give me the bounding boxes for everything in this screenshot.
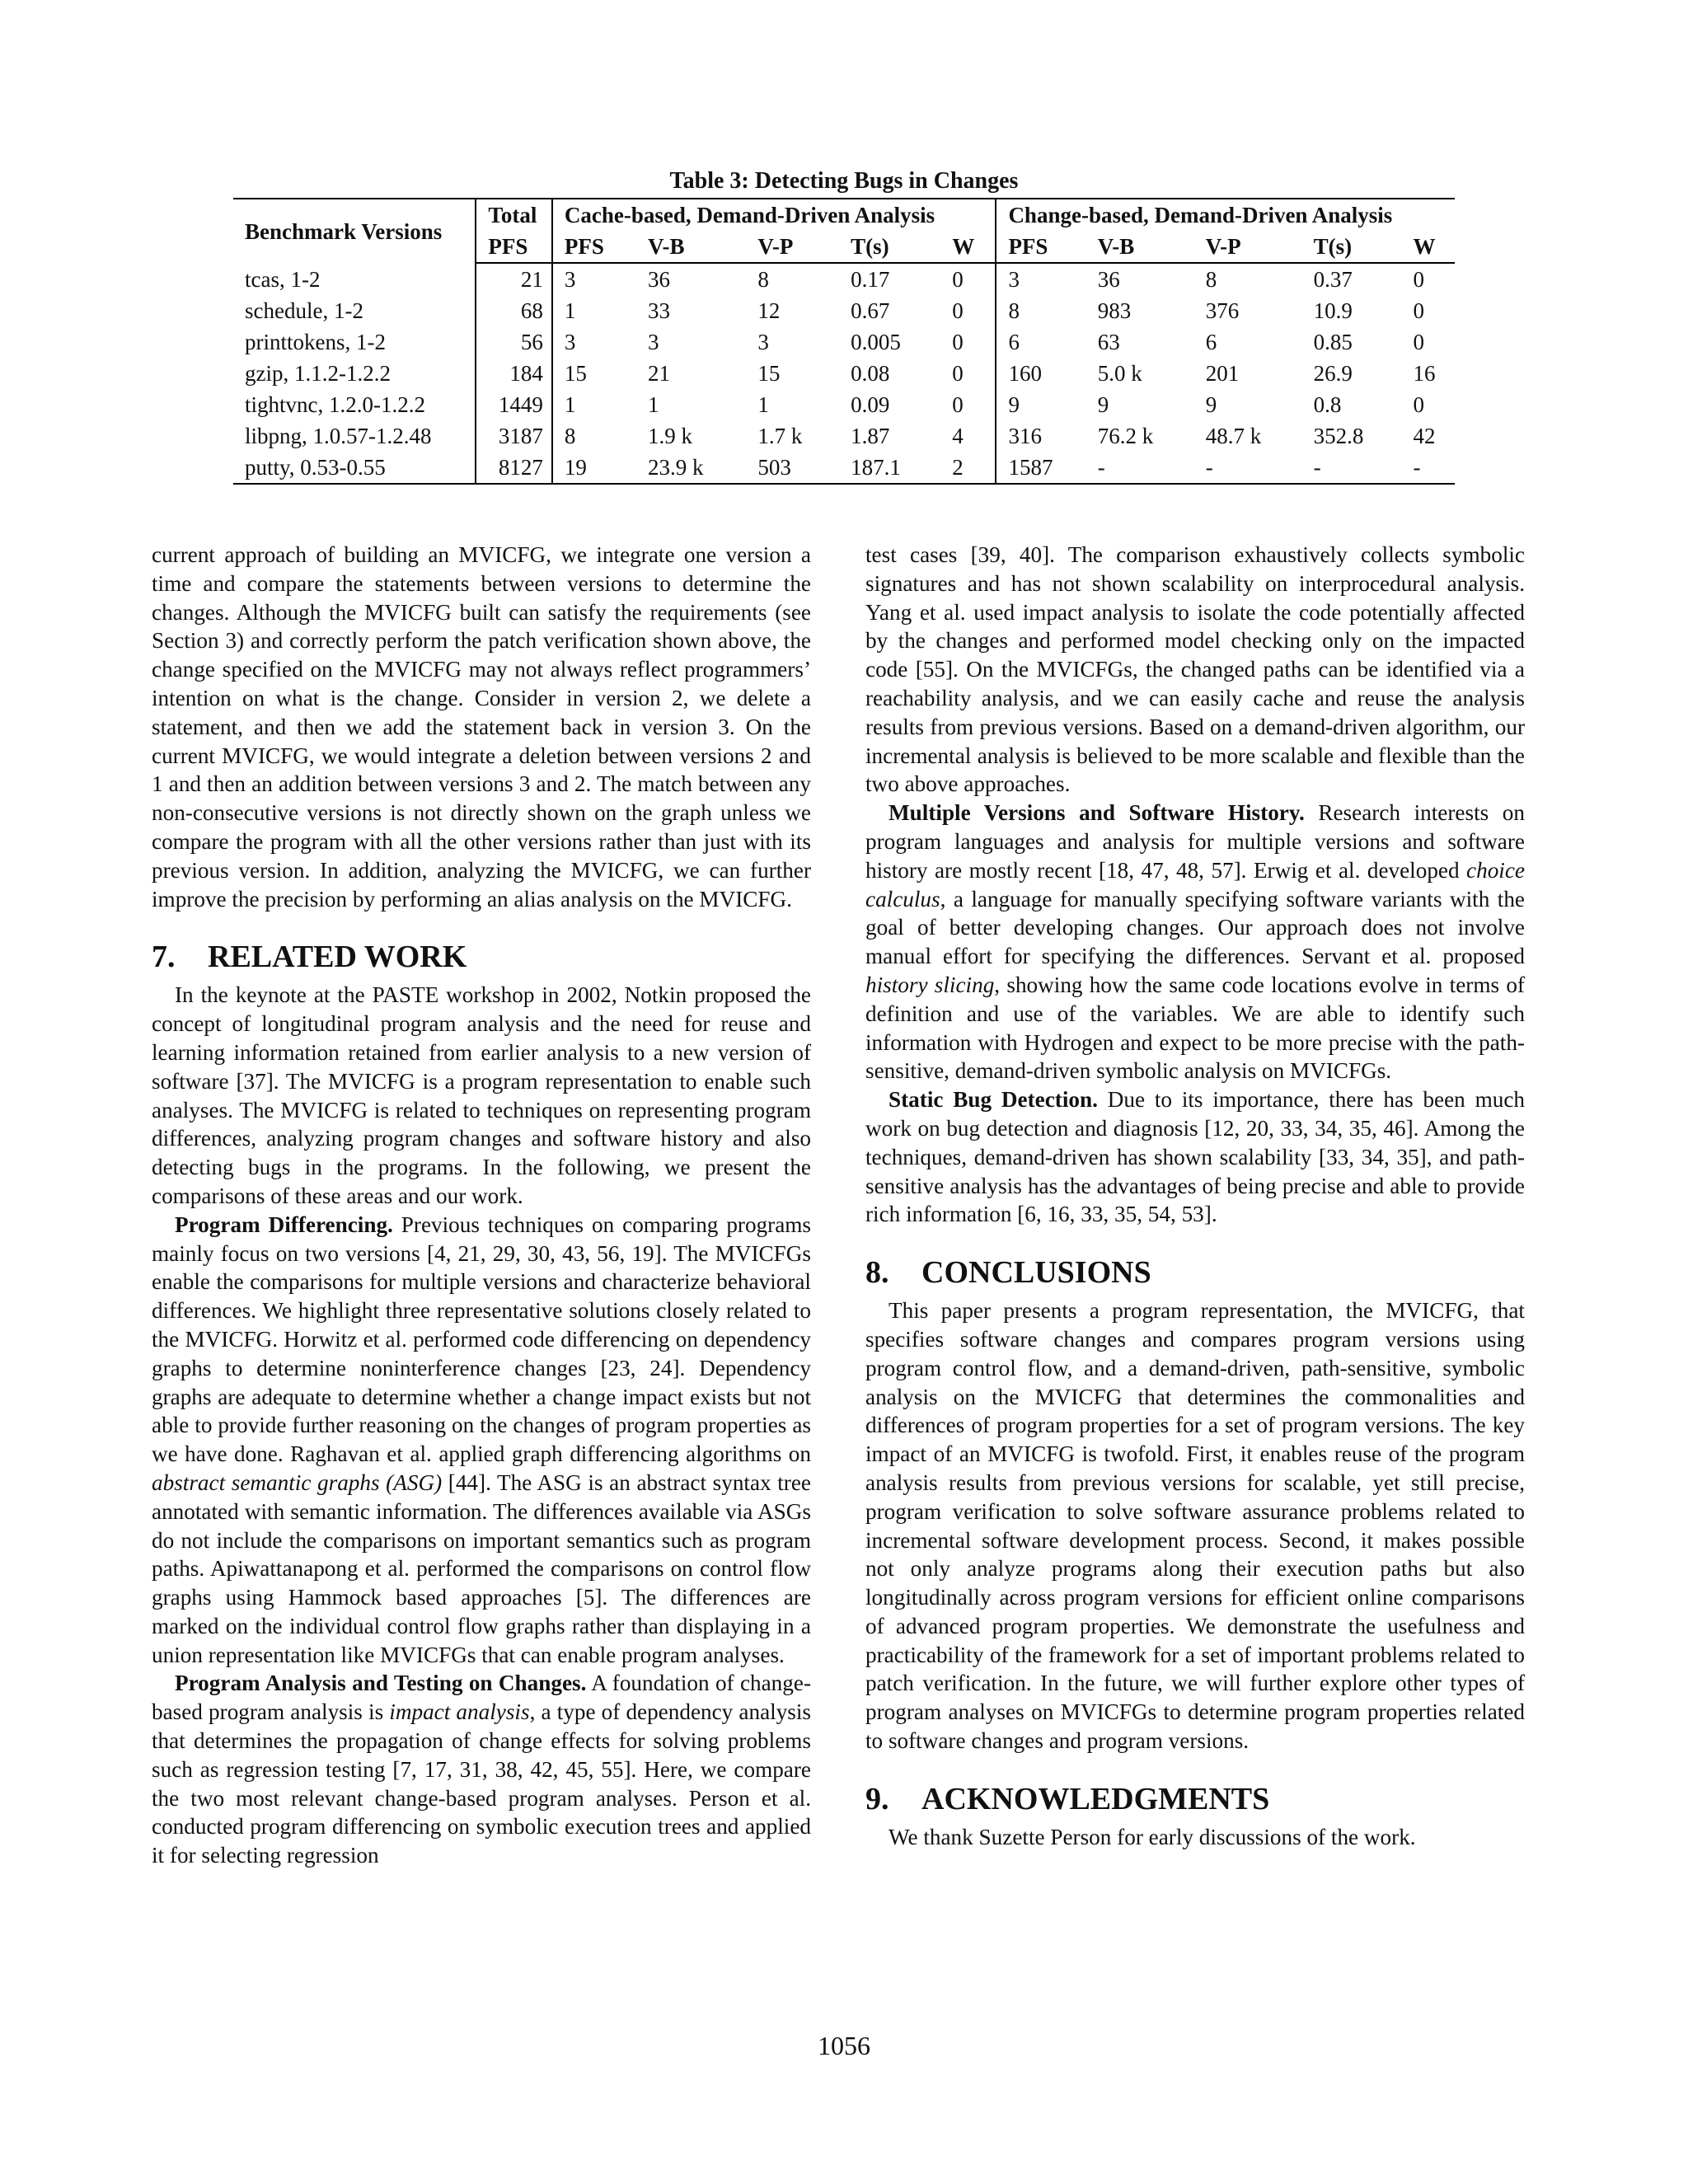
results-table (233, 198, 1455, 485)
cache-cell: 0.08 (851, 361, 890, 386)
cache-cell: 12 (757, 298, 781, 323)
header-change-t: T(s) (1297, 231, 1397, 263)
cache-cell: 0 (952, 267, 964, 292)
right-paragraph-2-em-2: history slicing (865, 972, 995, 997)
program-differencing-title: Program Differencing. (175, 1212, 393, 1237)
change-cell: 26.9 (1313, 361, 1353, 386)
cache-cell: 33 (647, 298, 670, 323)
right-column (865, 541, 1525, 1852)
section-7-title: RELATED WORK (208, 940, 467, 975)
header-cache-vp: V-P (741, 231, 834, 263)
header-change-pfs: PFS (996, 231, 1081, 263)
left-paragraph-3-em: abstract semantic graphs (ASG) (152, 1469, 443, 1495)
change-cell: 8 (996, 295, 1081, 326)
cache-cell: 1.87 (851, 424, 890, 448)
change-cell: 76.2 k (1097, 424, 1154, 448)
change-cell: 352.8 (1313, 424, 1364, 448)
left-paragraph-3 (152, 1211, 811, 1670)
section-9-heading (865, 1780, 1525, 1818)
static-bug-detection-title: Static Bug Detection. (889, 1087, 1098, 1113)
change-cell: 6 (1205, 330, 1217, 354)
right-paragraph-3-text: Due to its importance, there has been much work on bug detection and diagnosis [12, 20, 33, 34, 35, 46]. Among the techniques, demand-driven has shown scalability [33, 34, 35], and path-sensitive analysis has the advantages of being precise and able to provide rich information [6, 16, 33, 35, 54, 53]. (865, 1087, 1525, 1227)
change-cell: 983 (1097, 298, 1132, 323)
right-paragraph-2-c: , showing how the same code locations evolve in terms of definition and use of the variables. We are able to identify such information with Hydrogen and expect to be more precise with the path-sensitive, demand-driven symbolic analysis on MVICFGs. (865, 972, 1525, 1084)
right-paragraph-2 (865, 799, 1525, 1085)
cache-cell: 0 (952, 361, 964, 386)
change-cell: 5.0 k (1097, 361, 1142, 386)
cache-cell: 1 (647, 392, 659, 417)
left-paragraph-4-em: impact analysis (389, 1699, 530, 1725)
section-9-title: ACKNOWLEDGMENTS (921, 1781, 1270, 1816)
section-8-heading (865, 1254, 1525, 1291)
cache-cell: 0.005 (851, 330, 901, 354)
header-benchmark: Benchmark Versions (233, 199, 476, 263)
cache-cell: 0.17 (851, 267, 890, 292)
cache-cell: 1.9 k (647, 424, 692, 448)
cache-cell: 1 (552, 389, 631, 420)
table-body (233, 263, 1455, 484)
cache-cell: 0 (952, 298, 964, 323)
header-cache-t: T(s) (834, 231, 935, 263)
left-paragraph-2: In the keynote at the PASTE workshop in 2002, Notkin proposed the concept of longitudinal program analysis and the need for reuse and learning information retained from earlier analysis to a new version of software [37]. The MVICFG is a program representation to enable such analyses. The MVICFG is related to techniques on representing program differences, analyzing program changes and software history and also detecting bugs in the programs. In the following, we present the comparisons of these areas and our work. (152, 982, 811, 1208)
table-caption: Table 3: Detecting Bugs in Changes (669, 168, 1019, 194)
benchmark-cell: printtokens, 1-2 (245, 330, 386, 354)
table-row (233, 358, 1455, 389)
table-header-row (233, 199, 1455, 231)
cache-cell: 15 (552, 358, 631, 389)
cache-cell: 36 (647, 267, 670, 292)
change-cell: 0 (1413, 267, 1425, 292)
right-paragraph-4: This paper presents a program representation, the MVICFG, that specifies software changes and compares program versions using program control flow, and a demand-driven, path-sensitive, symbolic analysis on the MVICFG that determines the commonalities and differences of program properties for a set of program versions. The key impact of an MVICFG is twofold. First, it enables reuse of the program analysis results from previous versions for scalable, yet still precise, program verification to solve software assurance problems related to incremental software development process. Second, it makes possible not only analyze programs along their execution paths but also longitudinally across program versions for efficient online comparisons of advanced program properties. We demonstrate the usefulness and practicability of the framework for a set of important problems related to patch verification. In the future, we will further explore other types of program analyses on MVICFGs to determine program properties related to software changes and program versions. (865, 1298, 1525, 1754)
left-paragraph-1: current approach of building an MVICFG, we integrate one version a time and compare the statements between versions to determine the changes. Although the MVICFG built can satisfy the requirements (see Section 3) and correctly perform the patch verification shown above, the change specified on the MVICFG may not always reflect programmers’ intention on what is the change. Consider in version 2, we delete a statement, and then we add the statement back in version 3. On the current MVICFG, we would integrate a deletion between versions 2 and 1 and then an addition between versions 3 and 2. The match between any non-consecutive versions is not directly shown on the graph unless we compare the program with all the other versions rather than just with its previous version. In addition, analyzing the MVICFG, we can further improve the precision by performing an alias analysis on the MVICFG. (152, 542, 811, 912)
cache-cell: 4 (952, 424, 964, 448)
left-paragraph-4-a: A foundation of change-based program analysis is (152, 1671, 811, 1725)
header-change-w: W (1397, 231, 1455, 263)
benchmark-cell: schedule, 1-2 (245, 298, 363, 323)
table-row (233, 420, 1455, 452)
left-paragraph-3-a: Previous techniques on comparing programs mainly focus on two versions [4, 21, 29, 30, 43, 56, 19]. The MVICFGs enable the comparisons for multiple versions and characterize behavioral differences. We highlight three representative solutions closely related to the MVICFG. Horwitz et al. performed code differencing on dependency graphs to determine noninterference changes [23, 24]. Dependency graphs are adequate to determine whether a change impact exists but not able to provide further reasoning on the changes of program properties as we have done. Raghavan et al. applied graph differencing algorithms on (152, 1212, 812, 1467)
change-cell: - (1297, 452, 1397, 484)
right-paragraph-1: test cases [39, 40]. The comparison exhaustively collects symbolic signatures and has not shown scalability on interprocedural analysis. Yang et al. used impact analysis to isolate the code potentially affected by the changes and performed model checking only on the impacted code [55]. On the MVICFGs, the changed paths can be identified via a reachability analysis, and we can easily cache and reuse the analysis results from previous versions. Based on a demand-driven algorithm, our incremental analysis is believed to be more scalable and flexible than the two above approaches. (865, 542, 1525, 797)
change-cell: 8 (1205, 267, 1217, 292)
cache-cell: 2 (935, 452, 996, 484)
table-row (233, 326, 1455, 358)
change-cell: 36 (1097, 267, 1120, 292)
cache-cell: 23.9 k (631, 452, 741, 484)
cache-cell: 3 (552, 326, 631, 358)
left-paragraph-4-b: , a type of dependency analysis that determines the propagation of change effects for solving problems such as regression testing [7, 17, 31, 38, 42, 45, 55]. Here, we compare the two most relevant change-based program analyses. Person et al. conducted program differencing on symbolic execution trees and applied it for selecting regression (152, 1699, 811, 1868)
section-8-number: 8. (865, 1255, 889, 1291)
header-change-vp: V-P (1189, 231, 1297, 263)
cache-cell: 3 (647, 330, 659, 354)
right-paragraph-2-b: , a language for manually specifying software variants with the goal of better developing changes. Our approach does not involve manual effort for specifying the differences. Servant et al. proposed (865, 886, 1525, 969)
change-cell: 0.37 (1313, 267, 1353, 292)
change-cell: - (1189, 452, 1297, 484)
left-paragraph-4 (152, 1669, 811, 1870)
change-cell: 42 (1413, 424, 1436, 448)
change-cell: - (1397, 452, 1455, 484)
header-cache-vb: V-B (631, 231, 741, 263)
change-cell: 0 (1413, 298, 1425, 323)
change-cell: - (1081, 452, 1189, 484)
header-total: Total (476, 199, 552, 231)
header-total-pfs: PFS (476, 231, 552, 263)
change-cell: 63 (1097, 330, 1120, 354)
change-cell: 10.9 (1313, 298, 1353, 323)
header-cache-pfs: PFS (552, 231, 631, 263)
total-pfs-cell: 68 (476, 295, 552, 326)
cache-cell: 0.67 (851, 298, 890, 323)
change-cell: 16 (1413, 361, 1436, 386)
change-cell: 9 (1205, 392, 1217, 417)
right-paragraph-2-em-1: choice calculus (865, 857, 1525, 912)
cache-cell: 3 (757, 330, 769, 354)
cache-cell: 8 (552, 420, 631, 452)
total-pfs-cell: 184 (476, 358, 552, 389)
right-paragraph-5: We thank Suzette Person for early discussions of the work. (889, 1824, 1416, 1849)
cache-cell: 503 (741, 452, 834, 484)
section-7-number: 7. (152, 940, 176, 975)
change-cell: 6 (996, 326, 1081, 358)
change-cell: 201 (1205, 361, 1240, 386)
header-cache-w: W (935, 231, 996, 263)
section-9-number: 9. (865, 1781, 889, 1816)
change-cell: 316 (996, 420, 1081, 452)
total-pfs-cell: 21 (476, 263, 552, 295)
cache-cell: 1 (552, 295, 631, 326)
section-8-title: CONCLUSIONS (921, 1255, 1151, 1291)
total-pfs-cell: 8127 (476, 452, 552, 484)
cache-cell: 21 (647, 361, 670, 386)
table-row (233, 452, 1455, 484)
cache-cell: 0.09 (851, 392, 890, 417)
cache-cell: 19 (552, 452, 631, 484)
benchmark-cell: putty, 0.53-0.55 (233, 452, 476, 484)
total-pfs-cell: 1449 (476, 389, 552, 420)
right-paragraph-2-a: Research interests on program languages and analysis for multiple versions and software history are mostly recent [18, 47, 48, 57]. Erwig et al. developed (865, 800, 1525, 883)
cache-cell: 1 (757, 392, 769, 417)
cache-cell: 3 (552, 263, 631, 295)
cache-cell: 187.1 (834, 452, 935, 484)
change-cell: 0.8 (1313, 392, 1342, 417)
table-row (233, 263, 1455, 295)
left-column (152, 541, 811, 1870)
program-analysis-title: Program Analysis and Testing on Changes. (175, 1671, 587, 1696)
page-number: 1056 (818, 2031, 870, 2060)
benchmark-cell: tightvnc, 1.2.0-1.2.2 (245, 392, 425, 417)
change-cell: 0 (1413, 330, 1425, 354)
change-cell: 1587 (996, 452, 1081, 484)
cache-cell: 15 (757, 361, 781, 386)
change-cell: 160 (996, 358, 1081, 389)
cache-cell: 0 (952, 330, 964, 354)
table-row (233, 295, 1455, 326)
change-cell: 9 (996, 389, 1081, 420)
benchmark-cell: tcas, 1-2 (245, 266, 321, 292)
header-change-group: Change-based, Demand-Driven Analysis (996, 199, 1455, 231)
multiple-versions-title: Multiple Versions and Software History. (889, 800, 1305, 826)
change-cell: 3 (996, 263, 1081, 295)
header-cache-group: Cache-based, Demand-Driven Analysis (552, 199, 996, 231)
cache-cell: 1.7 k (757, 424, 803, 448)
benchmark-cell: libpng, 1.0.57-1.2.48 (245, 424, 432, 448)
table-row (233, 389, 1455, 420)
cache-cell: 8 (757, 267, 769, 292)
left-paragraph-3-b: [44]. The ASG is an abstract syntax tree annotated with semantic information. The differences available via ASGs do not include the comparisons on important semantics such as program paths. Apiwattanapong et al. performed the comparisons on control flow graphs using Hammock based approaches [5]. The differences are marked on the individual control flow graphs rather than displaying in a union representation like MVICFGs that can enable program analyses. (152, 1469, 811, 1667)
right-paragraph-3 (865, 1085, 1525, 1229)
change-cell: 0 (1413, 392, 1425, 417)
change-cell: 376 (1205, 298, 1240, 323)
benchmark-cell: gzip, 1.1.2-1.2.2 (245, 361, 391, 386)
change-cell: 48.7 k (1205, 424, 1262, 448)
total-pfs-cell: 56 (476, 326, 552, 358)
change-cell: 9 (1097, 392, 1109, 417)
cache-cell: 0 (952, 392, 964, 417)
total-pfs-cell: 3187 (476, 420, 552, 452)
change-cell: 0.85 (1313, 330, 1353, 354)
header-change-vb: V-B (1081, 231, 1189, 263)
section-7-heading (152, 938, 811, 976)
